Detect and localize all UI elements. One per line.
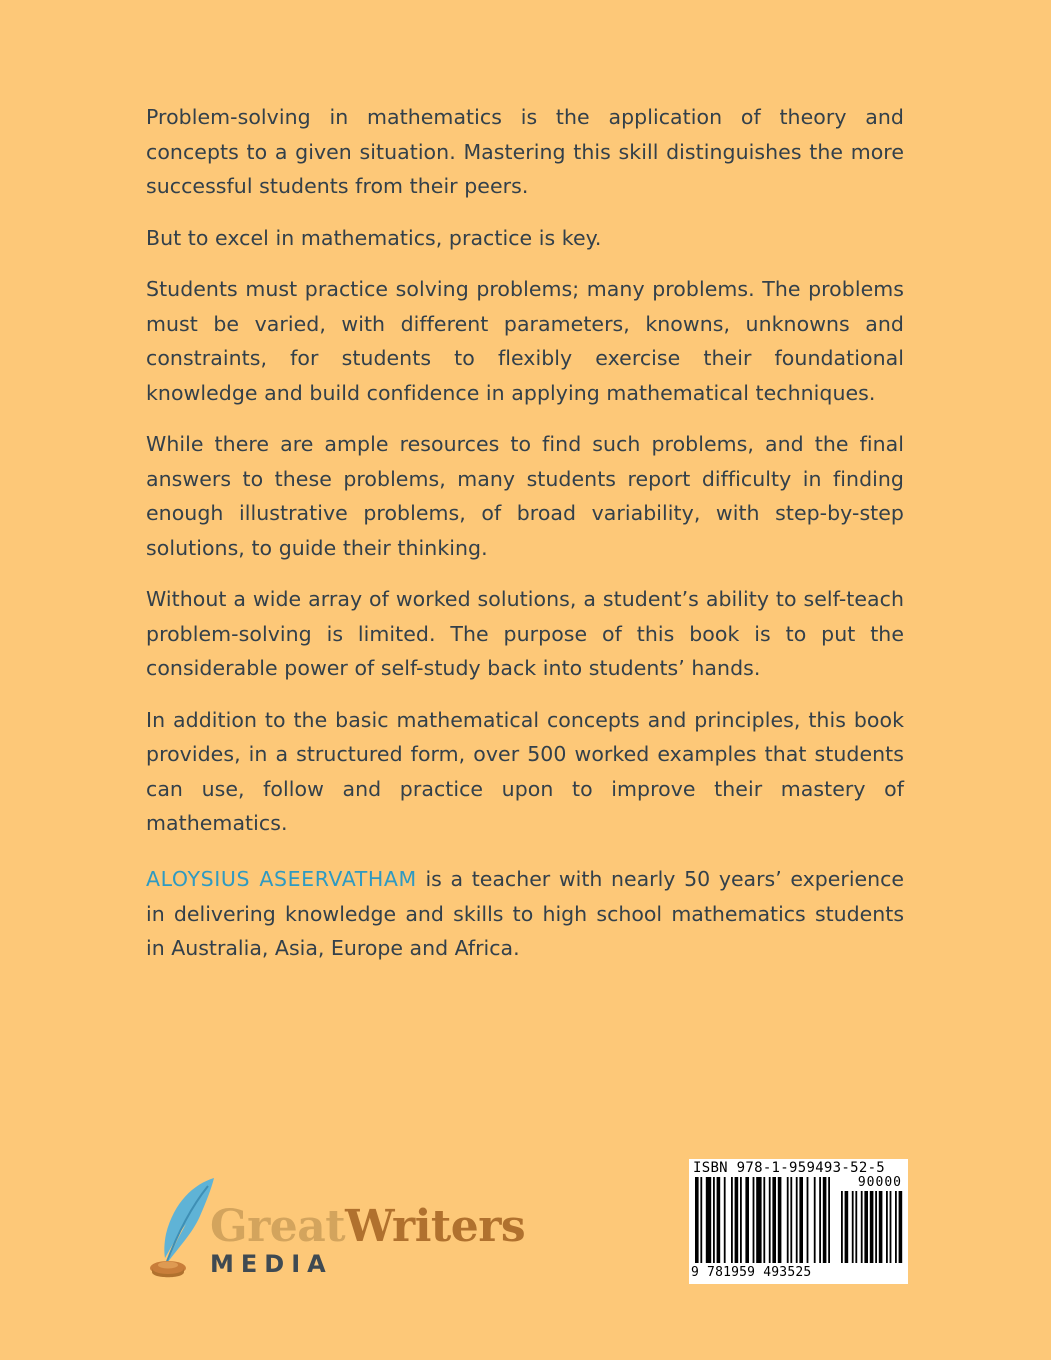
barcode-bar — [695, 1177, 699, 1263]
barcode-bar — [814, 1177, 816, 1263]
barcode-bar — [700, 1177, 702, 1263]
barcode-bar — [731, 1177, 733, 1263]
addon-bar — [879, 1191, 883, 1263]
publisher-logo — [148, 1176, 528, 1286]
back-cover-text — [146, 100, 904, 858]
addon-bar — [899, 1191, 903, 1263]
barcode-bar — [828, 1177, 830, 1263]
barcode-bar — [772, 1177, 776, 1263]
author-bio-text: is a teacher with nearly 50 years’ experience in delivering knowledge and skills to high school mathematics students in Australia, Asia, Europe and Africa. — [146, 867, 905, 960]
ean-digits: 9 781959 493525 — [691, 1265, 812, 1280]
barcode-bar — [724, 1177, 726, 1263]
addon-bar — [870, 1191, 874, 1263]
addon-bar — [875, 1191, 877, 1263]
paragraph-5: Without a wide array of worked solutions, a student’s ability to self-teach problem-solving is limited. The purpose of this book is to put the considerable power of self-study back into students’ hands. — [146, 587, 904, 680]
paragraph-6: In addition to the basic mathematical concepts and principles, this book provides, in a structured form, over 500 worked examples that students can use, follow and practice upon to improve their mastery of mathematics. — [146, 707, 904, 835]
addon-bar — [895, 1191, 897, 1263]
barcode-bar — [790, 1177, 792, 1263]
addon-bar — [852, 1191, 854, 1263]
barcode-bars — [693, 1177, 904, 1265]
barcode-bar — [819, 1177, 821, 1263]
barcode-bar — [735, 1177, 739, 1263]
barcode-bar — [756, 1177, 761, 1263]
paragraph-4: While there are ample resources to find such problems, and the final answers to these problems, many students report difficulty in finding enough illustrative problems, of broad variability, with step-by-step solutions, to guide their thinking. — [146, 432, 904, 560]
paragraph-2: But to excel in mathematics, practice is key. — [146, 225, 602, 250]
addon-bar — [841, 1191, 843, 1263]
author-name: ALOYSIUS ASEERVATHAM — [146, 867, 417, 891]
isbn-barcode — [689, 1159, 908, 1284]
addon-bar — [886, 1191, 888, 1263]
barcode-bar — [745, 1177, 749, 1263]
paragraph-3: Students must practice solving problems; many problems. The problems must be varied, with different parameters, knowns, unknowns and constraints, for students to flexibly exercise their foundational knowledge and build confidence in applying mathematical techniques. — [146, 277, 904, 405]
addon-bar — [861, 1191, 863, 1263]
barcode-bar — [769, 1177, 771, 1263]
barcode-bar — [823, 1177, 827, 1263]
barcode-bar — [706, 1177, 711, 1263]
barcode-bar — [740, 1177, 742, 1263]
quill-inkpot-icon — [148, 1176, 218, 1280]
paragraph-1: Problem-solving in mathematics is the application of theory and concepts to a given situation. Mastering this skill distinguishes the more successful students from their peers. — [146, 105, 904, 198]
barcode-bar — [799, 1177, 803, 1263]
isbn-number: ISBN 978-1-959493-52-5 — [693, 1160, 886, 1176]
barcode-bar — [778, 1177, 782, 1263]
publisher-sub: MEDIA — [210, 1250, 333, 1278]
price-addon-code: 90000 — [857, 1175, 902, 1190]
barcode-bar — [753, 1177, 755, 1263]
addon-bar — [855, 1191, 857, 1263]
addon-bar — [845, 1191, 849, 1263]
publisher-name: GreatWriters — [210, 1201, 526, 1252]
barcode-bar — [763, 1177, 765, 1263]
barcode-bar — [717, 1177, 721, 1263]
barcode-bar — [807, 1177, 809, 1263]
addon-bar — [890, 1191, 892, 1263]
barcode-bar — [796, 1177, 798, 1263]
barcode-bar — [713, 1177, 715, 1263]
barcode-bar — [787, 1177, 789, 1263]
addon-bar — [864, 1191, 868, 1263]
author-bio — [146, 862, 904, 966]
